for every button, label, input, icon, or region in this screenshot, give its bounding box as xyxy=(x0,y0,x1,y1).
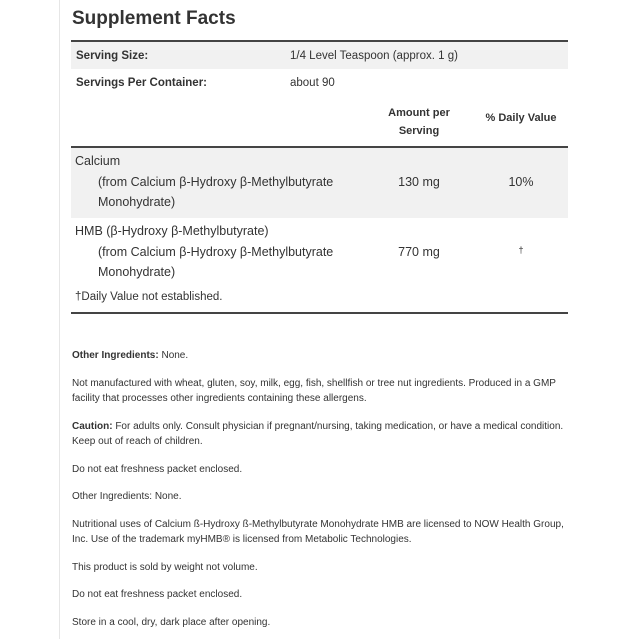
caution-statement xyxy=(72,419,567,450)
nutrient-amount: 130 mg xyxy=(398,175,440,189)
nutrient-daily-value: † xyxy=(518,245,524,255)
trademark-statement: Nutritional uses of Calcium ß-Hydroxy ß-Methylbutyrate Monohydrate HMB are licensed to NOW Health Group, Inc. Use of the trademark myHMB® is licensed from Metabolic Technologies. xyxy=(72,518,564,545)
servings-per-container-label: Servings Per Container: xyxy=(76,76,208,89)
daily-value-footnote: †Daily Value not established. xyxy=(71,288,568,314)
other-ingredients-value: None. xyxy=(158,350,189,361)
table-header xyxy=(71,96,568,148)
other-ingredients-repeat: Other Ingredients: None. xyxy=(72,491,182,502)
nutrient-source-line1: (from Calcium β-Hydroxy β-Methylbutyrate xyxy=(98,174,334,189)
supplement-facts-table xyxy=(71,40,568,314)
amount-per-serving-header xyxy=(371,104,467,140)
amount-header-line1: Amount per xyxy=(388,107,450,119)
nutrient-source-line2: Monohydrate) xyxy=(98,195,176,209)
caution-value: For adults only. Consult physician if pregnant/nursing, taking medication, or have a medical condition. Keep out of reach of children. xyxy=(72,420,564,447)
nutrient-name: HMB (β-Hydroxy β-Methylbutyrate) xyxy=(75,224,269,238)
nutrient-amount: 770 mg xyxy=(398,245,440,259)
serving-size-row xyxy=(71,42,568,69)
page-title: Supplement Facts xyxy=(72,8,236,29)
other-ingredients xyxy=(72,348,567,364)
allergen-statement: Not manufactured with wheat, gluten, soy, milk, egg, fish, shellfish or tree nut ingredients. Produced in a GMP facility that processes other ingredients containing these allergens. xyxy=(72,377,556,404)
amount-header-line2: Serving xyxy=(398,125,440,137)
nutrient-name: Calcium xyxy=(75,154,121,168)
product-info xyxy=(72,348,567,642)
other-ingredients-label: Other Ingredients: xyxy=(72,350,159,361)
servings-per-container-value: about 90 xyxy=(290,76,335,89)
weight-statement: This product is sold by weight not volume. xyxy=(72,561,258,573)
serving-size-value: 1/4 Level Teaspoon (approx. 1 g) xyxy=(290,49,458,62)
nutrient-row xyxy=(71,148,568,218)
servings-per-container-row xyxy=(71,69,568,96)
storage-statement: Store in a cool, dry, dark place after opening. xyxy=(72,616,271,628)
caution-label: Caution: xyxy=(72,420,113,432)
nutrient-row xyxy=(71,218,568,288)
freshness-warning-repeat: Do not eat freshness packet enclosed. xyxy=(72,589,243,600)
daily-value-header: % Daily Value xyxy=(485,112,557,124)
nutrient-source-line1: (from Calcium β-Hydroxy β-Methylbutyrate xyxy=(98,244,334,259)
nutrient-source-line2: Monohydrate) xyxy=(98,265,176,279)
supplement-facts-page xyxy=(59,0,639,639)
freshness-warning: Do not eat freshness packet enclosed. xyxy=(72,463,243,475)
nutrient-daily-value: 10% xyxy=(508,175,534,189)
serving-size-label: Serving Size: xyxy=(76,49,149,62)
